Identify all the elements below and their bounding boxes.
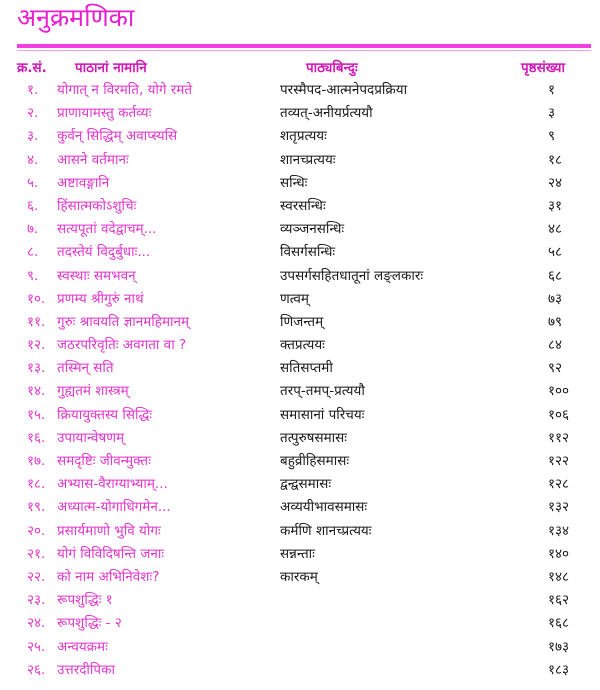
table-row[interactable] bbox=[0, 125, 600, 148]
grammar-topic: कारकम् bbox=[280, 568, 318, 585]
serial-number: २२. bbox=[27, 568, 46, 585]
header-page: पृष्ठसंख्या bbox=[521, 60, 565, 76]
serial-number: १५. bbox=[27, 406, 46, 423]
serial-number: १७. bbox=[27, 453, 46, 469]
lesson-name-link[interactable]: तदस्तेयं विदुर्बुधाः... bbox=[57, 244, 151, 261]
table-row[interactable] bbox=[0, 659, 600, 682]
table-row[interactable] bbox=[0, 589, 600, 612]
lesson-name-link[interactable]: सत्यपूतां वदेद्वाचम्... bbox=[57, 221, 157, 238]
lesson-name-link[interactable]: आसने वर्तमानः bbox=[57, 151, 129, 168]
table-row[interactable] bbox=[0, 172, 600, 195]
page-number: १०० bbox=[548, 383, 570, 400]
lesson-name-link[interactable]: स्वस्थाः समभवन् bbox=[57, 267, 136, 284]
table-row[interactable] bbox=[0, 102, 600, 125]
lesson-name-link[interactable]: जठरपरिवृतिः अवगता वा ? bbox=[57, 337, 187, 354]
page-number: १६२ bbox=[548, 592, 570, 609]
serial-number: १. bbox=[27, 82, 39, 98]
page-number: १२८ bbox=[548, 476, 570, 493]
table-row[interactable] bbox=[0, 520, 600, 543]
lesson-name-link[interactable]: हिंसात्मकोऽशुचिः bbox=[57, 197, 137, 214]
grammar-topic: बहुव्रीहिसमासः bbox=[280, 453, 350, 469]
table-row[interactable] bbox=[0, 566, 600, 589]
table-row[interactable] bbox=[0, 265, 600, 288]
page-title: अनुक्रमणिका bbox=[17, 3, 135, 32]
page-number: १४० bbox=[548, 545, 570, 562]
page-number: १ bbox=[548, 82, 556, 98]
page-number: ७३ bbox=[548, 290, 563, 307]
contents-table bbox=[0, 79, 600, 682]
page-number: ५८ bbox=[548, 244, 563, 261]
grammar-topic: कर्मणि शानच्प्रत्ययः bbox=[280, 522, 372, 539]
header-serial: क्र.सं. bbox=[17, 60, 47, 76]
grammar-topic: विसर्गसन्धिः bbox=[280, 244, 336, 261]
page-number: १६८ bbox=[548, 615, 570, 632]
header-topic: पाठ्यबिन्दुः bbox=[306, 60, 358, 76]
grammar-topic: समासानां परिचयः bbox=[280, 406, 365, 423]
page-number: १३४ bbox=[548, 522, 570, 539]
page-number: ९२ bbox=[548, 360, 563, 377]
grammar-topic: शानच्प्रत्ययः bbox=[280, 151, 336, 168]
lesson-name-link[interactable]: प्रसार्यमाणो भुवि योगः bbox=[57, 522, 161, 539]
lesson-name-link[interactable]: प्रणम्य श्रीगुरुं नाथं bbox=[57, 290, 144, 307]
page-number: १०६ bbox=[548, 406, 570, 423]
page-number: १८३ bbox=[548, 661, 570, 678]
lesson-name-link[interactable]: योगात् न विरमति, योगे रमते bbox=[57, 82, 193, 98]
lesson-name-link[interactable]: क्रियायुक्तस्य सिद्धिः bbox=[57, 406, 152, 423]
serial-number: ५. bbox=[27, 174, 39, 191]
table-row[interactable] bbox=[0, 79, 600, 102]
table-row[interactable] bbox=[0, 427, 600, 450]
serial-number: ९. bbox=[27, 267, 39, 284]
grammar-topic: सतिसप्तमी bbox=[280, 360, 333, 377]
page-number: ६८ bbox=[548, 267, 563, 284]
table-row[interactable] bbox=[0, 311, 600, 334]
grammar-topic: सन्नन्ताः bbox=[280, 545, 315, 562]
lesson-name-link[interactable]: गुरुः श्रावयति ज्ञानमहिमानम् bbox=[57, 313, 190, 330]
table-row[interactable] bbox=[0, 473, 600, 496]
title-divider-thick bbox=[17, 44, 591, 48]
table-row[interactable] bbox=[0, 636, 600, 659]
table-row[interactable] bbox=[0, 334, 600, 357]
lesson-name-link[interactable]: रूपशुद्धिः - २ bbox=[57, 615, 122, 632]
grammar-topic: उपसर्गसहितधातूनां लङ्लकारः bbox=[280, 267, 424, 284]
serial-number: ८. bbox=[27, 244, 39, 261]
table-row[interactable] bbox=[0, 149, 600, 172]
table-row[interactable] bbox=[0, 195, 600, 218]
table-row[interactable] bbox=[0, 357, 600, 380]
lesson-name-link[interactable]: समदृष्टिः जीवन्मुक्तः bbox=[57, 453, 151, 469]
page-number: १३२ bbox=[548, 499, 570, 516]
lesson-name-link[interactable]: अध्यात्म-योगाधिगमेन... bbox=[57, 499, 171, 516]
page-number: ११२ bbox=[548, 429, 570, 446]
lesson-name-link[interactable]: कुर्वन् सिद्धिम् अवाप्स्यसि bbox=[57, 128, 178, 145]
title-divider-thin bbox=[17, 50, 591, 51]
page-number: १४८ bbox=[548, 568, 570, 585]
serial-number: १६. bbox=[27, 429, 46, 446]
serial-number: ३. bbox=[27, 128, 39, 145]
grammar-topic: णत्वम् bbox=[280, 290, 309, 307]
page-number: २४ bbox=[548, 174, 563, 191]
serial-number: ६. bbox=[27, 197, 39, 214]
serial-number: १९. bbox=[27, 499, 46, 516]
grammar-topic: अव्ययीभावसमासः bbox=[280, 499, 368, 516]
lesson-name-link[interactable]: तस्मिन् सति bbox=[57, 360, 114, 377]
serial-number: २१. bbox=[27, 545, 46, 562]
table-row[interactable] bbox=[0, 404, 600, 427]
page-number: ७९ bbox=[548, 313, 563, 330]
table-header bbox=[0, 58, 600, 78]
grammar-topic: स्वरसन्धिः bbox=[280, 197, 326, 214]
table-row[interactable] bbox=[0, 612, 600, 635]
serial-number: १३. bbox=[27, 360, 46, 377]
table-row[interactable] bbox=[0, 218, 600, 241]
serial-number: २४. bbox=[27, 615, 46, 632]
table-row[interactable] bbox=[0, 496, 600, 519]
lesson-name-link[interactable]: रूपशुद्धिः १ bbox=[57, 592, 113, 609]
lesson-name-link[interactable]: अन्वयक्रमः bbox=[57, 638, 108, 655]
lesson-name-link[interactable]: उपायान्वेषणम् bbox=[57, 429, 125, 446]
grammar-topic: तरप्-तमप्-प्रत्ययौ bbox=[280, 383, 365, 400]
serial-number: २५. bbox=[27, 638, 46, 655]
page-number: १७३ bbox=[548, 638, 570, 655]
serial-number: ११. bbox=[27, 313, 46, 330]
lesson-name-link[interactable]: अष्टावङ्गानि bbox=[57, 174, 110, 191]
table-row[interactable] bbox=[0, 288, 600, 311]
lesson-name-link[interactable]: को नाम अभिनिवेशः? bbox=[57, 568, 160, 585]
grammar-topic: तव्यत्-अनीयर्प्रत्ययौ bbox=[280, 105, 373, 122]
page-number: ४८ bbox=[548, 221, 563, 238]
grammar-topic: द्वन्द्वसमासः bbox=[280, 476, 332, 493]
page-number: ८४ bbox=[548, 337, 563, 354]
page-number: ९ bbox=[548, 128, 556, 145]
table-row[interactable] bbox=[0, 380, 600, 403]
table-row[interactable] bbox=[0, 543, 600, 566]
page-number: १८ bbox=[548, 151, 563, 168]
serial-number: २. bbox=[27, 105, 39, 122]
header-lesson: पाठानां नामानि bbox=[75, 60, 147, 76]
grammar-topic: तत्पुरुषसमासः bbox=[280, 429, 348, 446]
grammar-topic: परस्मैपद-आत्मनेपदप्रक्रिया bbox=[280, 82, 408, 98]
lesson-name-link[interactable]: योगं विविदिषन्ति जनाः bbox=[57, 545, 165, 562]
serial-number: २६. bbox=[27, 661, 46, 678]
lesson-name-link[interactable]: उत्तरदीपिका bbox=[57, 661, 115, 678]
grammar-topic: सन्धिः bbox=[280, 174, 308, 191]
serial-number: ४. bbox=[27, 151, 39, 168]
serial-number: ७. bbox=[27, 221, 39, 238]
serial-number: १८. bbox=[27, 476, 46, 493]
page-number: १२२ bbox=[548, 453, 570, 469]
page-number: ३ bbox=[548, 105, 556, 122]
lesson-name-link[interactable]: प्राणायामस्तु कर्तव्यः bbox=[57, 105, 152, 122]
serial-number: २३. bbox=[27, 592, 46, 609]
grammar-topic: शतृप्रत्ययः bbox=[280, 128, 327, 145]
grammar-topic: व्यञ्जनसन्धिः bbox=[280, 221, 345, 238]
lesson-name-link[interactable]: गुह्यतमं शास्त्रम् bbox=[57, 383, 129, 400]
lesson-name-link[interactable]: अभ्यास-वैराग्याभ्याम्... bbox=[57, 476, 168, 493]
table-row[interactable] bbox=[0, 241, 600, 264]
serial-number: १०. bbox=[27, 290, 46, 307]
table-row[interactable] bbox=[0, 450, 600, 473]
page-number: ३१ bbox=[548, 197, 563, 214]
serial-number: १२. bbox=[27, 337, 46, 354]
grammar-topic: णिजन्तम् bbox=[280, 313, 324, 330]
serial-number: २०. bbox=[27, 522, 46, 539]
serial-number: १४. bbox=[27, 383, 46, 400]
grammar-topic: क्तप्रत्ययः bbox=[280, 337, 325, 354]
